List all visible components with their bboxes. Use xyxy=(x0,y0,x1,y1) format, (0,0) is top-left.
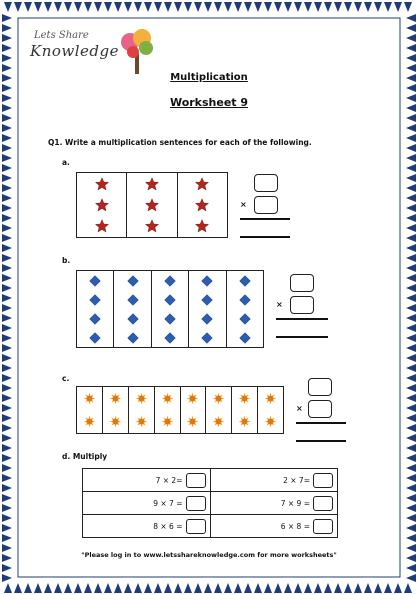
diamond-icon xyxy=(89,294,101,306)
diamond-icon xyxy=(164,313,176,325)
flower-icon xyxy=(264,392,277,405)
section-d-label: d. Multiply xyxy=(62,452,108,461)
flower-icon xyxy=(83,392,96,405)
section-c-label: c. xyxy=(62,374,70,383)
flower-grid xyxy=(76,386,284,434)
flower-icon xyxy=(161,415,174,428)
diamond-icon xyxy=(201,294,213,306)
group-cell xyxy=(77,271,114,347)
table-row: 7 × 2= 2 × 7= xyxy=(83,469,338,492)
diamond-icon xyxy=(89,275,101,287)
diamond-icon xyxy=(239,294,251,306)
answer-line-b2 xyxy=(276,336,328,338)
flower-icon xyxy=(135,392,148,405)
section-a-label: a. xyxy=(62,158,70,167)
diamond-icon xyxy=(164,275,176,287)
diamond-icon xyxy=(201,332,213,344)
diamond-icon xyxy=(127,275,139,287)
group-cell xyxy=(206,387,232,433)
group-cell xyxy=(129,387,155,433)
flower-icon xyxy=(109,415,122,428)
group-cell xyxy=(178,173,227,237)
star-icon xyxy=(95,219,109,233)
footer-note: "Please log in to www.letsshareknowledge.com for more worksheets" xyxy=(81,551,337,559)
flower-icon xyxy=(161,392,174,405)
star-icon xyxy=(145,198,159,212)
flower-icon xyxy=(186,392,199,405)
diamond-icon xyxy=(164,332,176,344)
answer-box[interactable] xyxy=(186,496,206,511)
section-b-label: b. xyxy=(62,256,71,265)
group-cell xyxy=(189,271,226,347)
group-cell xyxy=(77,173,127,237)
diamond-icon xyxy=(239,275,251,287)
star-icon xyxy=(95,177,109,191)
times-sign-b: × xyxy=(276,300,283,309)
group-cell xyxy=(127,173,177,237)
star-icon xyxy=(195,198,209,212)
answer-box-c1[interactable] xyxy=(308,378,332,396)
answer-line-a2 xyxy=(240,236,290,238)
answer-line-a1 xyxy=(240,218,290,220)
group-cell xyxy=(232,387,258,433)
group-cell xyxy=(181,387,207,433)
star-icon xyxy=(195,219,209,233)
star-icon xyxy=(145,219,159,233)
answer-line-b1 xyxy=(276,318,328,320)
star-grid xyxy=(76,172,228,238)
flower-icon xyxy=(212,415,225,428)
answer-line-c2 xyxy=(296,440,346,442)
diamond-icon xyxy=(164,294,176,306)
star-icon xyxy=(95,198,109,212)
answer-box-a1[interactable] xyxy=(254,174,278,192)
group-cell xyxy=(227,271,263,347)
diamond-icon xyxy=(201,313,213,325)
diamond-grid xyxy=(76,270,264,348)
diamond-icon xyxy=(89,332,101,344)
diamond-icon xyxy=(127,313,139,325)
group-cell xyxy=(152,271,189,347)
group-cell xyxy=(258,387,283,433)
flower-icon xyxy=(83,415,96,428)
diamond-icon xyxy=(89,313,101,325)
flower-icon xyxy=(238,392,251,405)
diamond-icon xyxy=(239,332,251,344)
times-sign-a: × xyxy=(240,200,247,209)
flower-icon xyxy=(186,415,199,428)
star-icon xyxy=(195,177,209,191)
diamond-icon xyxy=(127,294,139,306)
answer-box[interactable] xyxy=(186,473,206,488)
table-row: 8 × 6 = 6 × 8 = xyxy=(83,515,338,538)
worksheet-title: Worksheet 9 xyxy=(169,96,249,109)
answer-box[interactable] xyxy=(313,473,333,488)
answer-box-b2[interactable] xyxy=(290,296,314,314)
answer-box-a2[interactable] xyxy=(254,196,278,214)
answer-box-b1[interactable] xyxy=(290,274,314,292)
logo: Lets Share Knowledge xyxy=(30,24,160,82)
group-cell xyxy=(155,387,181,433)
flower-icon xyxy=(238,415,251,428)
group-cell xyxy=(77,387,103,433)
diamond-icon xyxy=(127,332,139,344)
diamond-icon xyxy=(201,275,213,287)
flower-icon xyxy=(135,415,148,428)
answer-line-c1 xyxy=(296,422,346,424)
answer-box[interactable] xyxy=(313,496,333,511)
answer-box[interactable] xyxy=(313,519,333,534)
answer-box[interactable] xyxy=(186,519,206,534)
diamond-icon xyxy=(239,313,251,325)
multiply-table xyxy=(82,468,338,538)
page-title: Multiplication xyxy=(170,72,248,83)
flower-icon xyxy=(212,392,225,405)
flower-icon xyxy=(264,415,277,428)
group-cell xyxy=(103,387,129,433)
flower-icon xyxy=(109,392,122,405)
group-cell xyxy=(114,271,151,347)
worksheet-page xyxy=(20,20,398,575)
star-icon xyxy=(145,177,159,191)
answer-box-c2[interactable] xyxy=(308,400,332,418)
times-sign-c: × xyxy=(296,404,303,413)
tree-icon xyxy=(118,26,158,76)
table-row: 9 × 7 = 7 × 9 = xyxy=(83,492,338,515)
question-text: Q1. Write a multiplication sentences for each of the following. xyxy=(48,138,312,147)
